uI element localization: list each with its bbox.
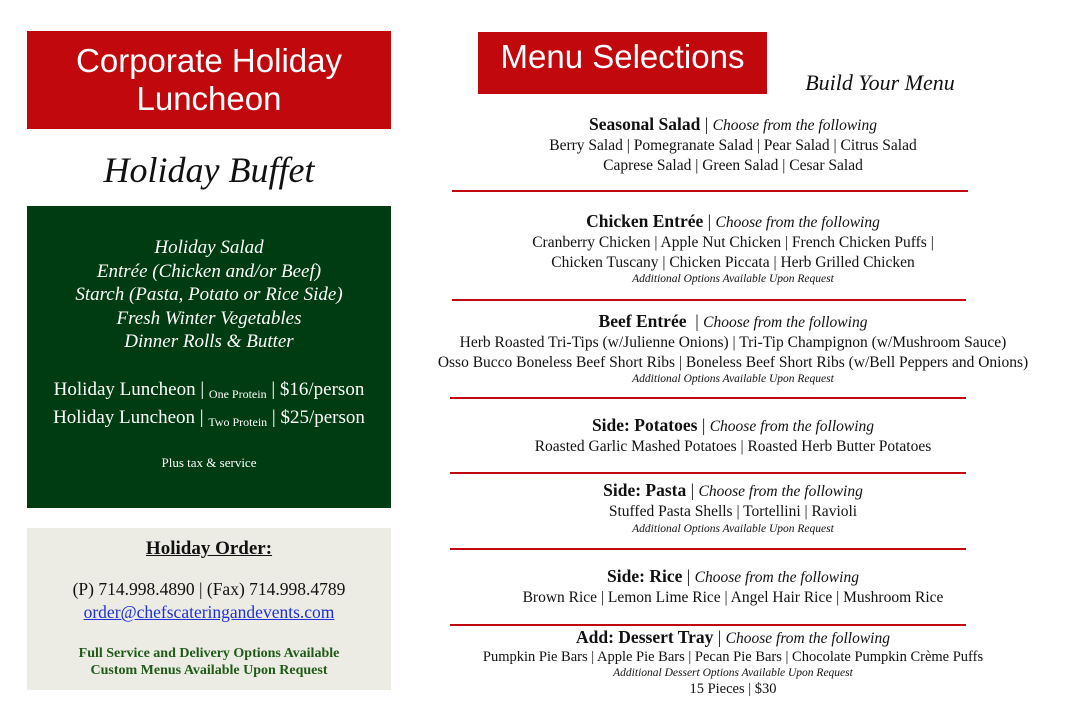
price-row-one-protein: [27, 378, 391, 406]
section-divider: [450, 472, 966, 474]
section-divider: [450, 397, 966, 399]
buffet-heading: Holiday Buffet: [103, 150, 315, 190]
section-options: Herb Roasted Tri-Tips (w/Julienne Onions) | Tri-Tip Champignon (w/Mushroom Sauce): [459, 333, 1007, 351]
service-notes: [27, 645, 391, 679]
buffet-item: Dinner Rolls & Butter: [124, 331, 294, 353]
menu-section-pasta: [410, 481, 1056, 536]
buffet-package-box: [27, 206, 391, 508]
order-email-link[interactable]: order@chefscateringandevents.com: [83, 602, 335, 622]
section-name: Chicken Entrée: [586, 211, 704, 231]
event-title-line2: Luncheon: [136, 80, 282, 117]
section-heading: Beef Entrée | Choose from the following: [598, 311, 868, 331]
event-title-banner: [27, 31, 391, 129]
price-amount: | $16/person: [271, 379, 365, 400]
section-options: Roasted Garlic Mashed Potatoes | Roasted Herb Butter Potatoes: [534, 437, 932, 455]
price-label: Holiday Luncheon |: [53, 407, 204, 428]
section-name: Side: Rice: [607, 566, 683, 586]
section-options: Chicken Tuscany | Chicken Piccata | Herb Grilled Chicken: [551, 253, 915, 271]
menu-selections-banner: Menu Selections: [478, 32, 767, 94]
section-name: Beef Entrée: [598, 311, 687, 331]
section-heading: Seasonal Salad | Choose from the following: [589, 114, 877, 134]
service-line: Full Service and Delivery Options Available: [78, 646, 340, 661]
buffet-item: Entrée (Chicken and/or Beef): [96, 260, 322, 282]
buffet-item: Holiday Salad: [154, 237, 264, 258]
menu-section-salad: [410, 115, 1056, 175]
section-name: Seasonal Salad: [589, 114, 701, 134]
section-options: Stuffed Pasta Shells | Tortellini | Ravioli: [608, 502, 858, 520]
price-label: Holiday Luncheon |: [53, 379, 205, 400]
section-divider: [452, 299, 966, 301]
section-note: Additional Options Available Upon Request: [632, 522, 834, 535]
event-title-line1: Corporate Holiday: [76, 42, 342, 79]
choose-text: Choose from the following: [698, 483, 863, 500]
menu-section-beef: [410, 312, 1056, 386]
menu-section-dessert: [410, 628, 1056, 698]
order-title: Holiday Order:: [145, 538, 273, 559]
phone-number: (P) 714.998.4890: [72, 579, 195, 599]
choose-text: Choose from the following: [715, 214, 880, 231]
section-options: Osso Bucco Boneless Beef Short Ribs | Boneless Beef Short Ribs (w/Bell Peppers and Onions): [437, 353, 1029, 371]
section-note: Additional Options Available Upon Request: [632, 273, 834, 286]
menu-section-potatoes: [410, 416, 1056, 457]
tax-note: Plus tax & service: [161, 455, 257, 470]
price-list: [27, 378, 391, 434]
contact-numbers: [27, 579, 391, 600]
section-options: Berry Salad | Pomegranate Salad | Pear Salad | Citrus Salad: [549, 136, 917, 154]
section-divider: [450, 548, 966, 550]
price-amount: | $25/person: [271, 407, 365, 428]
section-options: Brown Rice | Lemon Lime Rice | Angel Hair Rice | Mushroom Rice: [522, 588, 944, 606]
section-options: Caprese Salad | Green Salad | Cesar Salad: [603, 156, 863, 174]
fax-number: | (Fax) 714.998.4789: [198, 579, 346, 599]
section-heading: Add: Dessert Tray | Choose from the following: [575, 627, 890, 647]
menu-section-chicken: [410, 212, 1056, 286]
choose-text: Choose from the following: [694, 569, 859, 586]
section-divider: [450, 624, 966, 626]
choose-text: Choose from the following: [703, 314, 868, 331]
section-name: Side: Pasta: [603, 480, 687, 500]
service-line: Custom Menus Available Upon Request: [90, 663, 328, 678]
buffet-items-list: [27, 236, 391, 354]
dessert-price: 15 Pieces | $30: [689, 681, 777, 697]
build-menu-subtitle: Build Your Menu: [805, 70, 955, 95]
protein-count: Two Protein: [208, 415, 268, 429]
section-note: Additional Options Available Upon Request: [632, 373, 834, 386]
section-name: Add: Dessert Tray: [575, 627, 714, 647]
protein-count: One Protein: [208, 387, 267, 401]
price-row-two-protein: [27, 406, 391, 434]
choose-text: Choose from the following: [709, 418, 875, 435]
section-note: Additional Dessert Options Available Upon Request: [613, 667, 853, 679]
section-name: Side: Potatoes: [591, 415, 698, 435]
order-info-box: [27, 528, 391, 690]
buffet-item: Starch (Pasta, Potato or Rice Side): [75, 284, 343, 306]
section-options: Cranberry Chicken | Apple Nut Chicken | French Chicken Puffs |: [532, 233, 934, 251]
section-options: Pumpkin Pie Bars | Apple Pie Bars | Pecan Pie Bars | Chocolate Pumpkin Crème Puffs: [482, 649, 984, 665]
section-heading: Side: Rice | Choose from the following: [607, 566, 859, 586]
menu-section-rice: [410, 567, 1056, 608]
choose-text: Choose from the following: [725, 630, 890, 647]
choose-text: Choose from the following: [712, 117, 877, 134]
buffet-item: Fresh Winter Vegetables: [116, 307, 302, 329]
section-divider: [452, 190, 968, 192]
section-heading: Side: Potatoes | Choose from the following: [591, 415, 875, 435]
section-heading: Side: Pasta | Choose from the following: [603, 480, 863, 500]
section-heading: Chicken Entrée | Choose from the following: [586, 211, 880, 231]
